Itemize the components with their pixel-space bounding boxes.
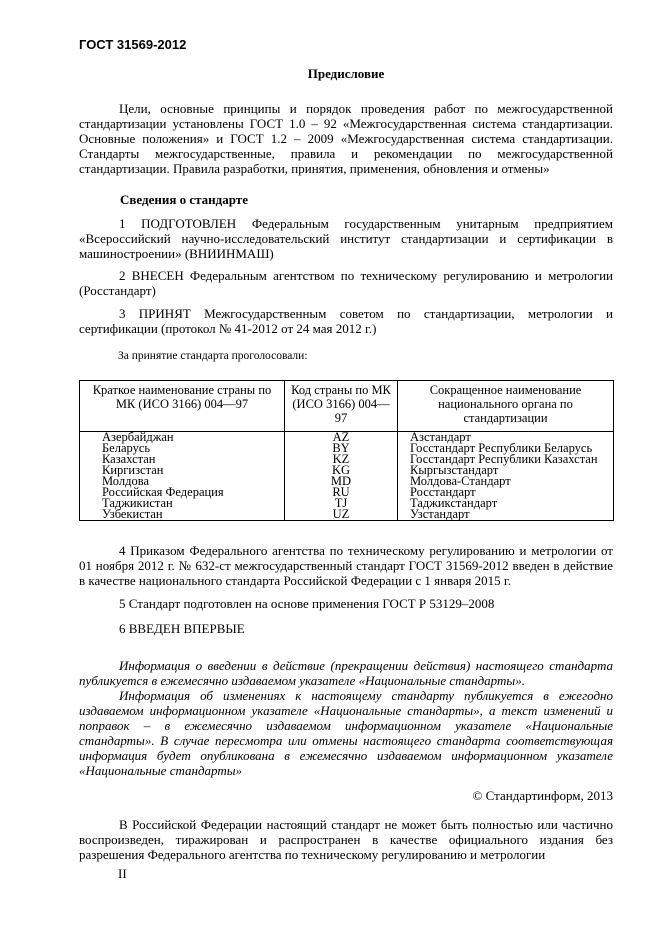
country-code: RU	[285, 487, 398, 498]
country-name: Азербайджан	[80, 432, 285, 444]
country-name: Российская Федерация	[80, 487, 285, 498]
table-header-cell: Краткое наименование страны по МК (ИСО 3166) 004—97	[80, 381, 285, 432]
country-name: Молдова	[80, 476, 285, 487]
country-name: Казахстан	[80, 454, 285, 465]
country-code: UZ	[285, 509, 398, 521]
country-code: KG	[285, 465, 398, 476]
standards-body: Кыргызстандарт	[398, 465, 614, 476]
notice-paragraph-2: Информация об изменениях к настоящему стандарту публикуется в ежегодно издаваемом информационном указателе «Национальные стандарты», а текст изменений и поправок – в ежемесячно издаваемом информационном указателе «Национальные стандарты». В случае пересмотра или отмены настоящего стандарта соответствующая информация будет опубликована в ежемесячно издаваемом информационном указателе «Национальные стандарты»	[79, 688, 613, 778]
standards-body: Узстандарт	[398, 509, 614, 521]
standards-body: Росстандарт	[398, 487, 614, 498]
country-code: MD	[285, 476, 398, 487]
document-id: ГОСТ 31569-2012	[79, 37, 187, 52]
standards-body: Азстандарт	[398, 432, 614, 444]
table-header-cell: Сокращенное наименование национального органа по стандартизации	[398, 381, 614, 432]
item-3: 3 ПРИНЯТ Межгосударственным советом по стандартизации, метрологии и сертификации (протокол № 41-2012 от 24 мая 2012 г.)	[79, 306, 613, 336]
country-name: Беларусь	[80, 443, 285, 454]
country-code: BY	[285, 443, 398, 454]
notice-paragraph-1: Информация о введении в действие (прекращении действия) настоящего стандарта публикуется в ежемесячно издаваемом указателе «Национальные стандарты».	[79, 658, 613, 688]
country-code: KZ	[285, 454, 398, 465]
country-name: Таджикистан	[80, 498, 285, 509]
item-2: 2 ВНЕСЕН Федеральным агентством по техническому регулированию и метрологии (Росстандарт)	[79, 268, 613, 298]
standards-body: Госстандарт Республики Казахстан	[398, 454, 614, 465]
country-name: Киргизстан	[80, 465, 285, 476]
item-1: 1 ПОДГОТОВЛЕН Федеральным государственным унитарным предприятием «Всероссийский научно-исследовательский институт стандартизации и сертификации в машиностроении» (ВНИИНМАШ)	[79, 216, 613, 261]
country-code: AZ	[285, 432, 398, 444]
copyright: © Стандартинформ, 2013	[472, 788, 613, 803]
rights-paragraph: В Российской Федерации настоящий стандарт не может быть полностью или частично воспроизведен, тиражирован и распространен в качестве официального издания без разрешения Федерального агентства по техническому регулированию и метрологии	[79, 817, 613, 862]
intro-paragraph: Цели, основные принципы и порядок проведения работ по межгосударственной стандартизации установлены ГОСТ 1.0 – 92 «Межгосударственная система стандартизации. Основные положения» и ГОСТ 1.2 – 2009 «Межгосударственная система стандартизации. Стандарты межгосударственные, правила и рекомендации по межгосударственной стандартизации. Правила разработки, принятия, применения, обновления и отмены»	[79, 101, 613, 176]
standards-body: Таджикстандарт	[398, 498, 614, 509]
table-row	[80, 509, 614, 521]
page-number: II	[118, 866, 127, 881]
standards-body: Госстандарт Республики Беларусь	[398, 443, 614, 454]
vote-caption: За принятие стандарта проголосовали:	[118, 350, 308, 362]
item-5: 5 Стандарт подготовлен на основе применения ГОСТ Р 53129–2008	[119, 596, 495, 611]
standards-body: Молдова-Стандарт	[398, 476, 614, 487]
voting-table	[79, 380, 614, 521]
table-header-cell: Код страны по МК (ИСО 3166) 004—97	[285, 381, 398, 432]
item-4: 4 Приказом Федерального агентства по техническому регулированию и метрологии от 01 ноября 2012 г. № 632-ст межгосударственный стандарт ГОСТ 31569-2012 введен в действие в качестве национального стандарта Российской Федерации с 1 января 2015 г.	[79, 543, 613, 588]
country-name: Узбекистан	[80, 509, 285, 521]
table-header-row	[80, 381, 614, 432]
item-6: 6 ВВЕДЕН ВПЕРВЫЕ	[119, 621, 245, 636]
country-code: TJ	[285, 498, 398, 509]
section-title: Сведения о стандарте	[120, 192, 248, 207]
page-title: Предисловие	[307, 66, 385, 81]
